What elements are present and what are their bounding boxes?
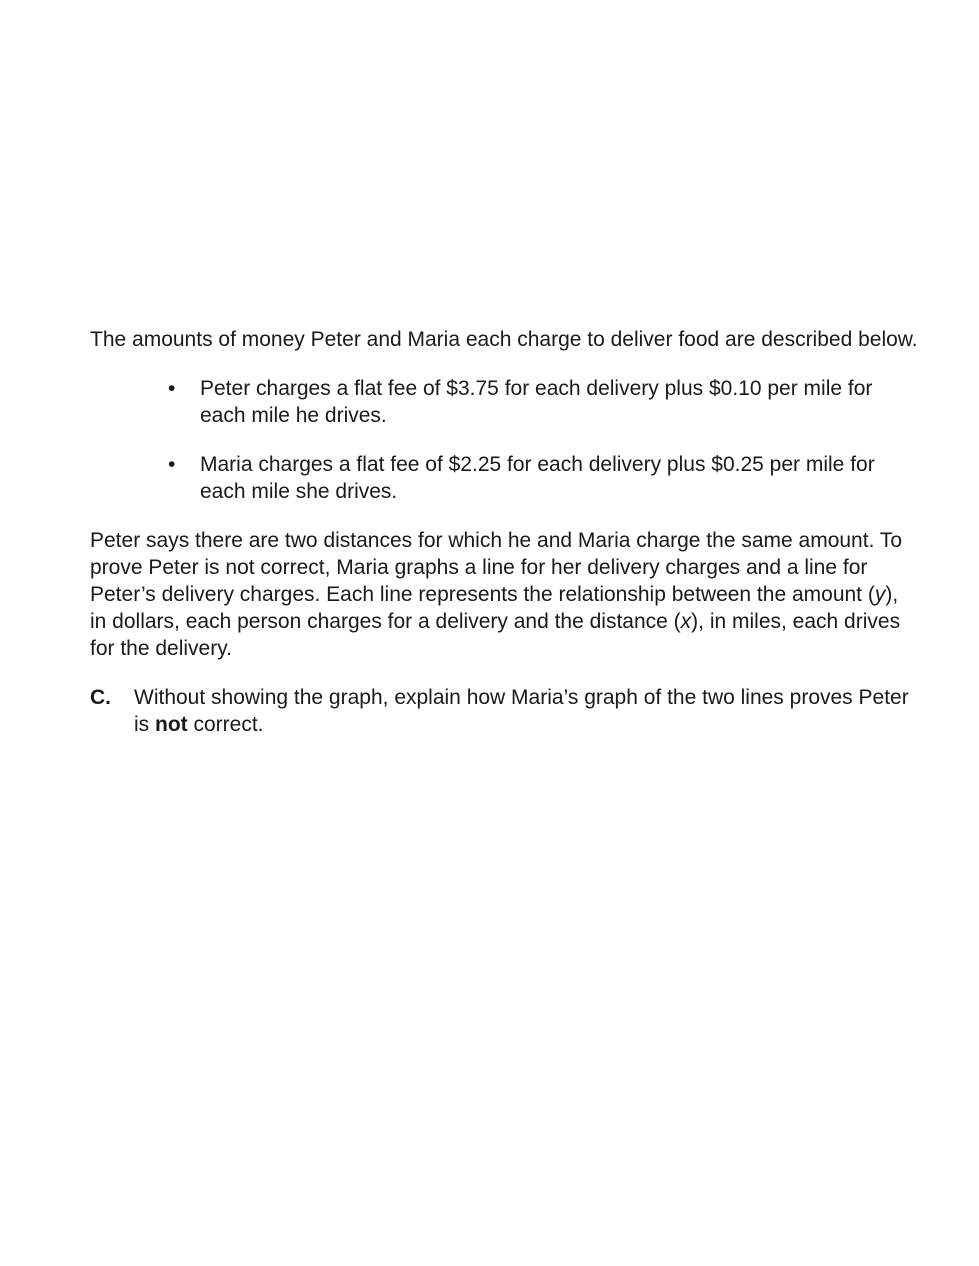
question-text-after: correct. xyxy=(187,713,264,736)
question-label: C. xyxy=(90,686,111,709)
charges-list xyxy=(90,375,920,505)
question-c xyxy=(90,684,920,738)
question-emphasis: not xyxy=(155,713,188,736)
maria-charges-text: Maria charges a flat fee of $2.25 for each delivery plus $0.25 per mile for each mile she drives. xyxy=(200,453,875,503)
bullet-icon: • xyxy=(168,377,176,400)
problem-paragraph xyxy=(90,527,920,662)
question-text xyxy=(134,686,909,736)
peter-charges-text: Peter charges a flat fee of $3.75 for each delivery plus $0.10 per mile for each mile he drives. xyxy=(200,377,873,427)
variable-y: y xyxy=(874,583,886,606)
document-page xyxy=(90,326,920,738)
variable-x: x xyxy=(680,610,692,633)
paragraph-part-2: ), in dollars, each person charges for a delivery and the distance ( xyxy=(90,583,899,633)
bullet-icon: • xyxy=(168,453,176,476)
list-item xyxy=(90,375,920,429)
paragraph-part-3: ), in miles, each drives for the delivery. xyxy=(90,610,901,660)
paragraph-part-1: Peter says there are two distances for which he and Maria charge the same amount. To prove Peter is not correct, Maria graphs a line for her delivery charges and a line for Peter’s delivery charges. Each line represents the relationship between the amount ( xyxy=(90,529,903,606)
question-text-before: Without showing the graph, explain how Maria’s graph of the two lines proves Peter is xyxy=(134,686,909,736)
intro-text: The amounts of money Peter and Maria each charge to deliver food are described below. xyxy=(90,328,918,351)
list-item xyxy=(90,451,920,505)
